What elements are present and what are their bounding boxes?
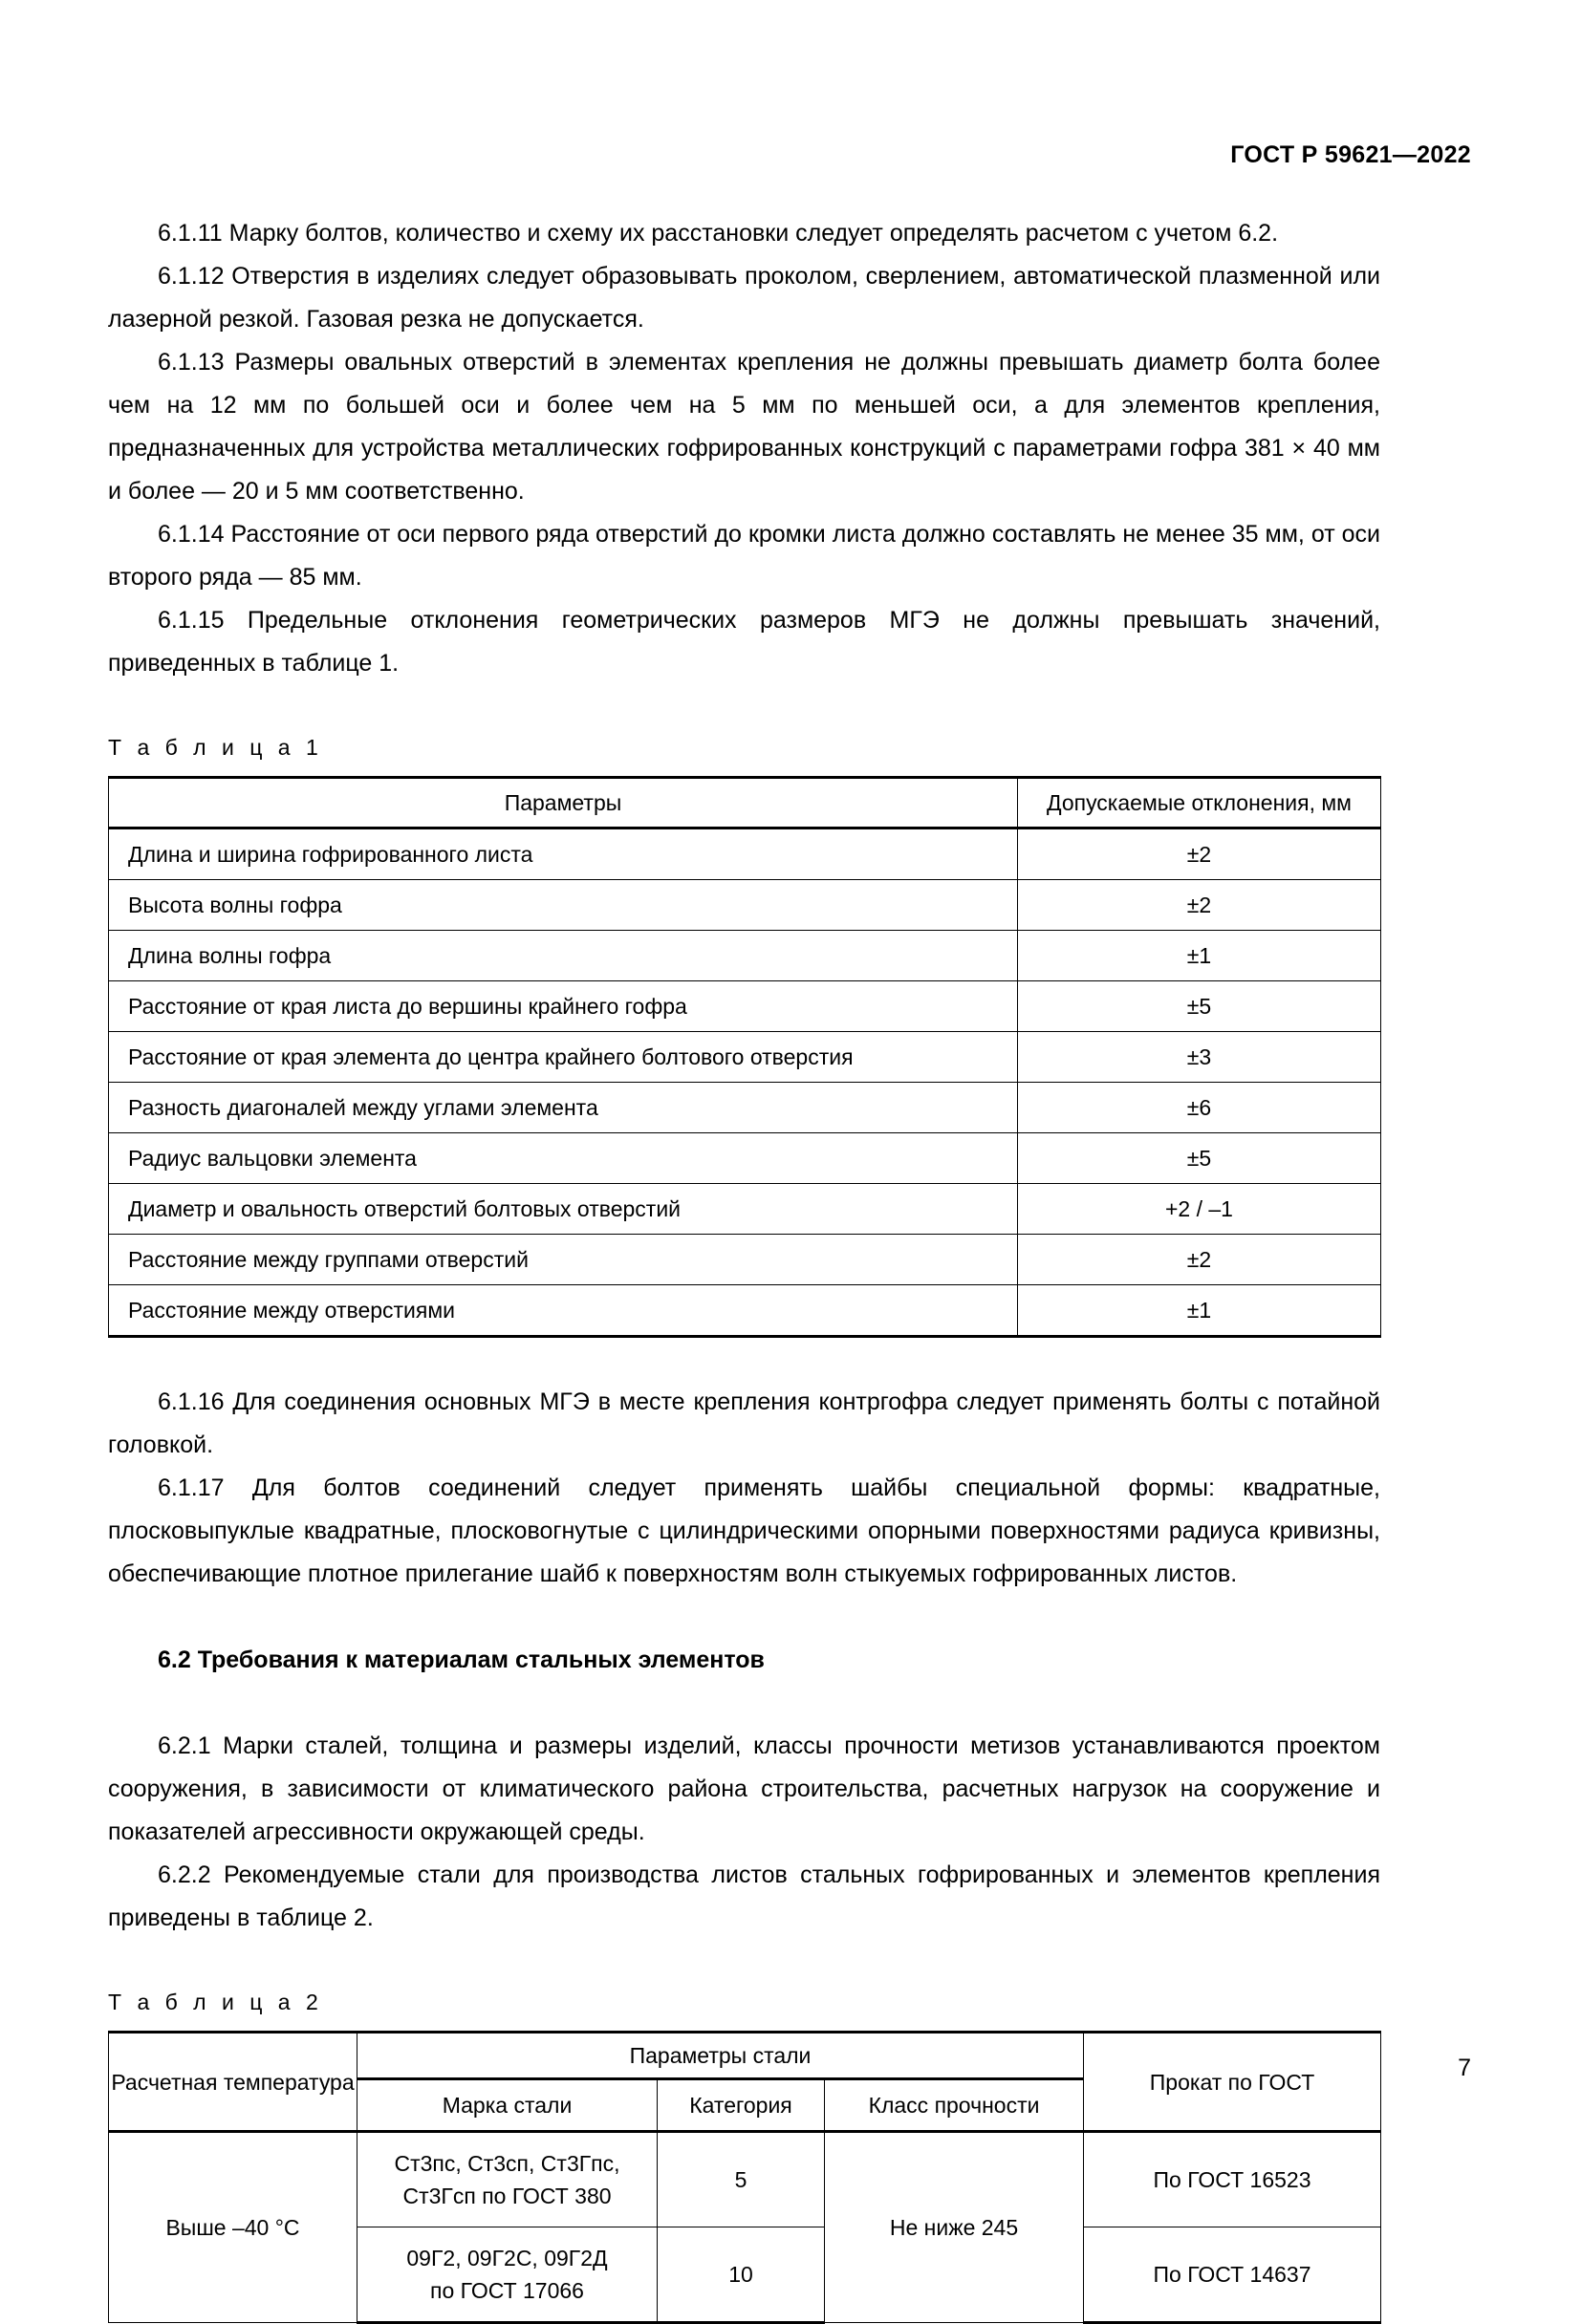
table-1-head [109,778,1381,828]
table-row [109,1032,1381,1083]
table-1-cell-deviation: ±5 [1018,1133,1381,1184]
table-2-cell-grade [357,2227,658,2323]
table-1-header-parameters: Параметры [109,778,1018,828]
table-2 [108,2031,1381,2324]
table-1-cell-parameter: Длина и ширина гофрированного листа [109,828,1018,880]
table-2-cell-temperature: Выше –40 °C [109,2132,357,2323]
table-2-header-category: Категория [658,2079,825,2132]
table-2-cell-strength-class: Не ниже 245 [825,2132,1084,2323]
page-number: 7 [1458,2055,1471,2081]
spacer [108,1682,1380,1725]
table-2-cell-category: 5 [658,2132,825,2227]
table-2-header-rolled-product: Прокат по ГОСТ [1084,2033,1381,2132]
table-row [109,2132,1381,2227]
table-2-header-temperature: Расчетная температура [109,2033,357,2132]
table-1-cell-parameter: Высота волны гофра [109,880,1018,931]
table-2-cell-grade [357,2132,658,2227]
paragraph-6-1-13: 6.1.13 Размеры овальных отверстий в элементах крепления не должны превышать диаметр болта более чем на 12 мм по большей оси и более чем на 5 мм по меньшей оси, а для элементов крепления, предназначенных для устройства металлических гофрированных конструкций с параметрами гофра 381 × 40 мм и более — 20 и 5 мм соответственно. [108,349,1380,505]
table-1-cell-deviation: ±3 [1018,1032,1381,1083]
table-2-header-strength-class: Класс прочности [825,2079,1084,2132]
table-row [109,931,1381,981]
table-row [109,1133,1381,1184]
table-row [109,1083,1381,1133]
table-1-body [109,828,1381,1337]
table-1-cell-parameter: Диаметр и овальность отверстий болтовых отверстий [109,1184,1018,1235]
table-1-cell-parameter: Расстояние между отверстиями [109,1285,1018,1337]
table-row [109,1235,1381,1285]
paragraph-6-1-15: 6.1.15 Предельные отклонения геометрических размеров МГЭ не должны превышать значений, приведенных в таблице 1. [108,607,1380,677]
table-2-cell-rolled-product: По ГОСТ 16523 [1084,2132,1381,2227]
section-heading-6-2: 6.2 Требования к материалам стальных элементов [158,1646,765,1673]
table-2-head [109,2033,1381,2132]
paragraph-6-1-17: 6.1.17 Для болтов соединений следует применять шайбы специальной формы: квадратные, плосковыпуклые квадратные, плосковогнутые с цилиндрическими опорными поверхностями радиуса кривизны, обеспечивающие плотное прилегание шайб к поверхностям волн стыкуемых гофрированных листов. [108,1474,1380,1587]
table-2-grade-line-1: 09Г2, 09Г2С, 09Г2Д [406,2246,608,2270]
table-2-cell-category: 10 [658,2227,825,2323]
table-1-cell-deviation: ±1 [1018,1285,1381,1337]
table-1-cell-deviation: ±5 [1018,981,1381,1032]
table-2-header-row-1 [109,2033,1381,2079]
table-row [109,981,1381,1032]
paragraph-6-2-2: 6.2.2 Рекомендуемые стали для производства листов стальных гофрированных и элементов крепления приведены в таблице 2. [108,1861,1380,1931]
table-1-cell-deviation: ±1 [1018,931,1381,981]
paragraph-6-1-16: 6.1.16 Для соединения основных МГЭ в месте крепления контргофра следует применять болты с потайной головкой. [108,1388,1380,1458]
table-1-header-deviations: Допускаемые отклонения, мм [1018,778,1381,828]
table-1-cell-deviation: ±2 [1018,828,1381,880]
table-2-grade-line-1: Ст3пс, Ст3сп, Ст3Гпс, [394,2151,620,2176]
table-1-cell-parameter: Расстояние от края элемента до центра крайнего болтового отверстия [109,1032,1018,1083]
table-2-grade-line-2: Ст3Гсп по ГОСТ 380 [402,2184,612,2208]
spacer [108,1338,1380,1381]
table-row [109,828,1381,880]
paragraph-6-1-11: 6.1.11 Марку болтов, количество и схему их расстановки следует определять расчетом с учетом 6.2. [158,220,1279,247]
table-1-cell-deviation: ±2 [1018,1235,1381,1285]
page-header-standard-id: ГОСТ Р 59621—2022 [1230,141,1471,168]
paragraph-6-1-12: 6.1.12 Отверстия в изделиях следует образовывать проколом, сверлением, автоматической плазменной или лазерной резкой. Газовая резка не допускается. [108,263,1380,333]
table-1-cell-parameter: Длина волны гофра [109,931,1018,981]
table-row [109,880,1381,931]
table-1-cell-parameter: Расстояние от края листа до вершины крайнего гофра [109,981,1018,1032]
table-1-cell-deviation: ±6 [1018,1083,1381,1133]
table-1-cell-deviation: ±2 [1018,880,1381,931]
table-2-caption: Т а б л и ц а 2 [108,1990,323,2014]
table-2-grade-line-2: по ГОСТ 17066 [430,2278,584,2303]
table-1-cell-parameter: Расстояние между группами отверстий [109,1235,1018,1285]
table-1-cell-deviation: +2 / –1 [1018,1184,1381,1235]
table-row [109,1184,1381,1235]
paragraph-6-2-1: 6.2.1 Марки сталей, толщина и размеры изделий, классы прочности метизов устанавливаются проектом сооружения, в зависимости от климатического района строительства, расчетных нагрузок на сооружение и показателей агрессивности окружающей среды. [108,1732,1380,1845]
table-1-caption: Т а б л и ц а 1 [108,735,323,760]
paragraph-6-1-14: 6.1.14 Расстояние от оси первого ряда отверстий до кромки листа должно составлять не менее 35 мм, от оси второго ряда — 85 мм. [108,521,1380,591]
table-1-header-row [109,778,1381,828]
table-1-cell-parameter: Разность диагоналей между углами элемента [109,1083,1018,1133]
table-2-header-grade: Марка стали [357,2079,658,2132]
table-1-cell-parameter: Радиус вальцовки элемента [109,1133,1018,1184]
table-2-body [109,2132,1381,2323]
page-content [108,212,1380,2324]
table-row [109,1285,1381,1337]
table-1 [108,776,1381,1338]
table-2-cell-rolled-product: По ГОСТ 14637 [1084,2227,1381,2323]
table-2-header-steel-params: Параметры стали [357,2033,1084,2079]
